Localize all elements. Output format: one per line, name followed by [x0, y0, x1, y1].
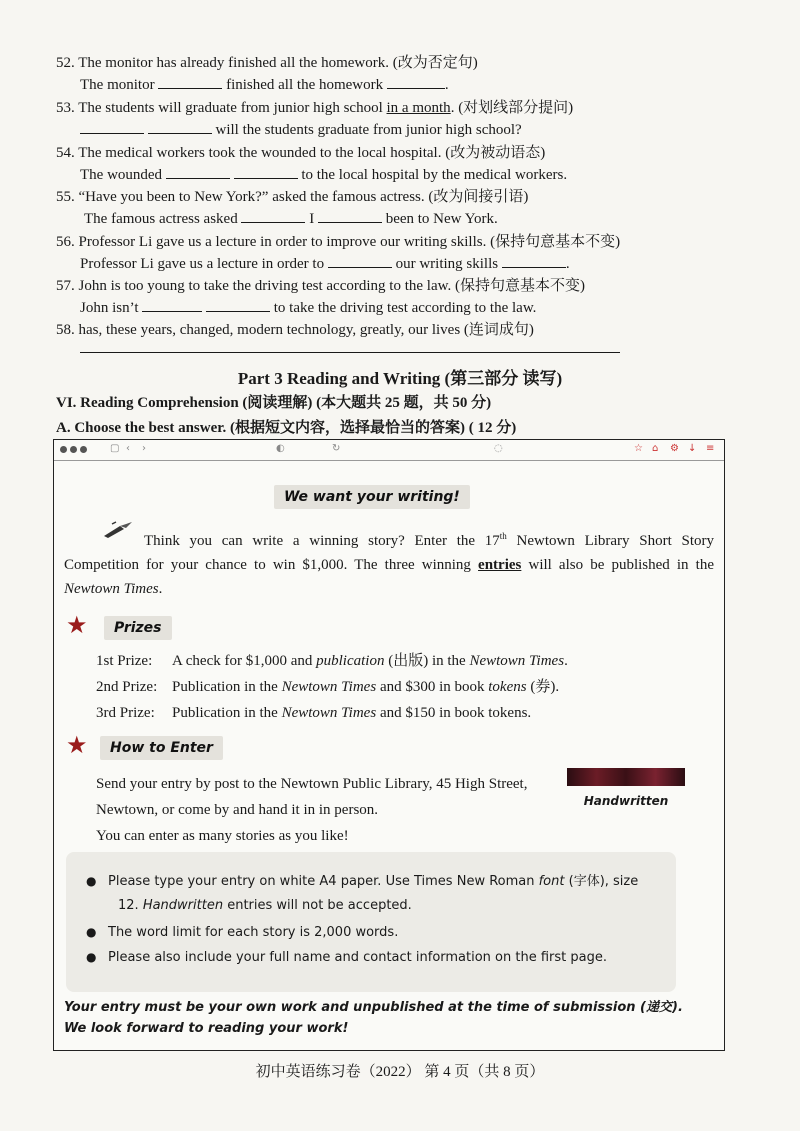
- bullet-icon: ●: [86, 950, 97, 964]
- ad-intro: Think you can write a winning story? Enter the 17th Newtown Library Short Story Competition for your chance to win $1,000. The three winning entries will also be published in the Newtown Times.: [64, 531, 715, 597]
- reload-icon: ↻: [332, 443, 341, 454]
- prizes-heading: Prizes: [104, 616, 172, 640]
- home-icon: ⌂: [652, 443, 659, 454]
- how-to-enter-heading: How to Enter: [100, 736, 223, 760]
- rule-2: ● The word limit for each story is 2,000 words.: [86, 921, 398, 944]
- answer-blank[interactable]: [142, 297, 202, 312]
- lock-icon: ◐: [276, 443, 285, 454]
- answer-blank[interactable]: [328, 253, 392, 268]
- part-heading: Part 3 Reading and Writing (第三部分 读写): [237, 369, 563, 388]
- closing-line-1: Your entry must be your own work and unpublished at the time of submission (递交).: [64, 1000, 683, 1015]
- download-icon: ↓: [688, 443, 697, 454]
- answer-blank[interactable]: [148, 119, 212, 134]
- handwritten-banner: [567, 768, 685, 786]
- window-dot-icon: [70, 446, 77, 453]
- section-subheading: A. Choose the best answer. (根据短文内容，选择最恰当的答案) ( 12 分): [56, 420, 517, 436]
- answer-blank[interactable]: [80, 119, 144, 134]
- menu-icon: ≡: [706, 443, 715, 454]
- prize-3: 3rd Prize: Publication in the Newtown Times and $150 in book tokens.: [96, 705, 532, 721]
- window-dot-icon: [60, 446, 67, 453]
- answer-blank[interactable]: [206, 297, 270, 312]
- back-icon: ‹: [126, 443, 130, 454]
- star-icon: ★: [66, 613, 88, 639]
- section-heading: VI. Reading Comprehension (阅读理解) (本大题共 25 题，共 50 分): [56, 395, 492, 411]
- answer-54: The wounded to the local hospital by the medical workers.: [80, 164, 567, 186]
- rule-1: ● Please type your entry on white A4 paper. Use Times New Roman font (字体), size: [86, 870, 638, 893]
- window-dot-icon: [80, 446, 87, 453]
- question-58: 58. has, these years, changed, modern technology, greatly, our lives (连词成句): [56, 322, 534, 338]
- browser-toolbar: [54, 440, 724, 461]
- handwritten-label: Handwritten: [583, 794, 669, 808]
- rule-1-cont: 12. Handwritten entries will not be accepted.: [118, 898, 412, 913]
- answer-52: The monitor finished all the homework .: [80, 74, 449, 96]
- answer-53: will the students graduate from junior high school?: [80, 119, 522, 141]
- question-56: 56. Professor Li gave us a lecture in order to improve our writing skills. (保持句意基本不变): [56, 234, 621, 250]
- answer-blank[interactable]: [241, 208, 305, 223]
- enter-line-2: Newtown, or come by and hand it in in person.: [96, 802, 379, 818]
- bullet-icon: ●: [86, 925, 97, 939]
- closing-line-2: We look forward to reading your work!: [64, 1021, 349, 1036]
- reading-passage-box: [53, 439, 725, 1051]
- answer-blank[interactable]: [502, 253, 566, 268]
- answer-blank[interactable]: [234, 164, 298, 179]
- answer-blank[interactable]: [158, 74, 222, 89]
- answer-blank[interactable]: [166, 164, 230, 179]
- answer-57: John isn’t to take the driving test according to the law.: [80, 297, 536, 319]
- prize-2: 2nd Prize: Publication in the Newtown Times and $300 in book tokens (券).: [96, 679, 560, 695]
- question-53: 53. The students will graduate from junior high school in a month. (对划线部分提问): [56, 100, 574, 116]
- rule-3: ● Please also include your full name and contact information on the first page.: [86, 946, 607, 969]
- question-52: 52. The monitor has already finished all the homework. (改为否定句): [56, 55, 478, 71]
- enter-line-1: Send your entry by post to the Newtown Public Library, 45 High Street,: [96, 776, 528, 792]
- answer-blank[interactable]: [318, 208, 382, 223]
- answer-56: Professor Li gave us a lecture in order to our writing skills .: [80, 253, 570, 275]
- ad-heading: We want your writing!: [274, 485, 470, 509]
- question-55: 55. “Have you been to New York?” asked the famous actress. (改为间接引语): [56, 189, 529, 205]
- prize-1: 1st Prize: A check for $1,000 and publication (出版) in the Newtown Times.: [96, 653, 568, 669]
- bookmark-icon: ☆: [634, 443, 643, 454]
- answer-55: The famous actress asked I been to New York.: [84, 208, 498, 230]
- page-footer: 初中英语练习卷（2022） 第 4 页（共 8 页）: [255, 1064, 545, 1080]
- share-icon: ◌: [494, 443, 503, 454]
- enter-line-3: You can enter as many stories as you like!: [96, 828, 349, 844]
- forward-icon: ›: [142, 443, 146, 454]
- answer-blank[interactable]: [387, 74, 445, 89]
- handwritten-image: [567, 768, 685, 822]
- answer-line-58[interactable]: [80, 352, 620, 353]
- question-54: 54. The medical workers took the wounded to the local hospital. (改为被动语态): [56, 145, 546, 161]
- star-icon: ★: [66, 733, 88, 759]
- question-57: 57. John is too young to take the driving test according to the law. (保持句意基本不变): [56, 278, 585, 294]
- bullet-icon: ●: [86, 874, 97, 888]
- tabs-icon: ▢: [110, 443, 120, 454]
- settings-icon: ⚙: [670, 443, 679, 454]
